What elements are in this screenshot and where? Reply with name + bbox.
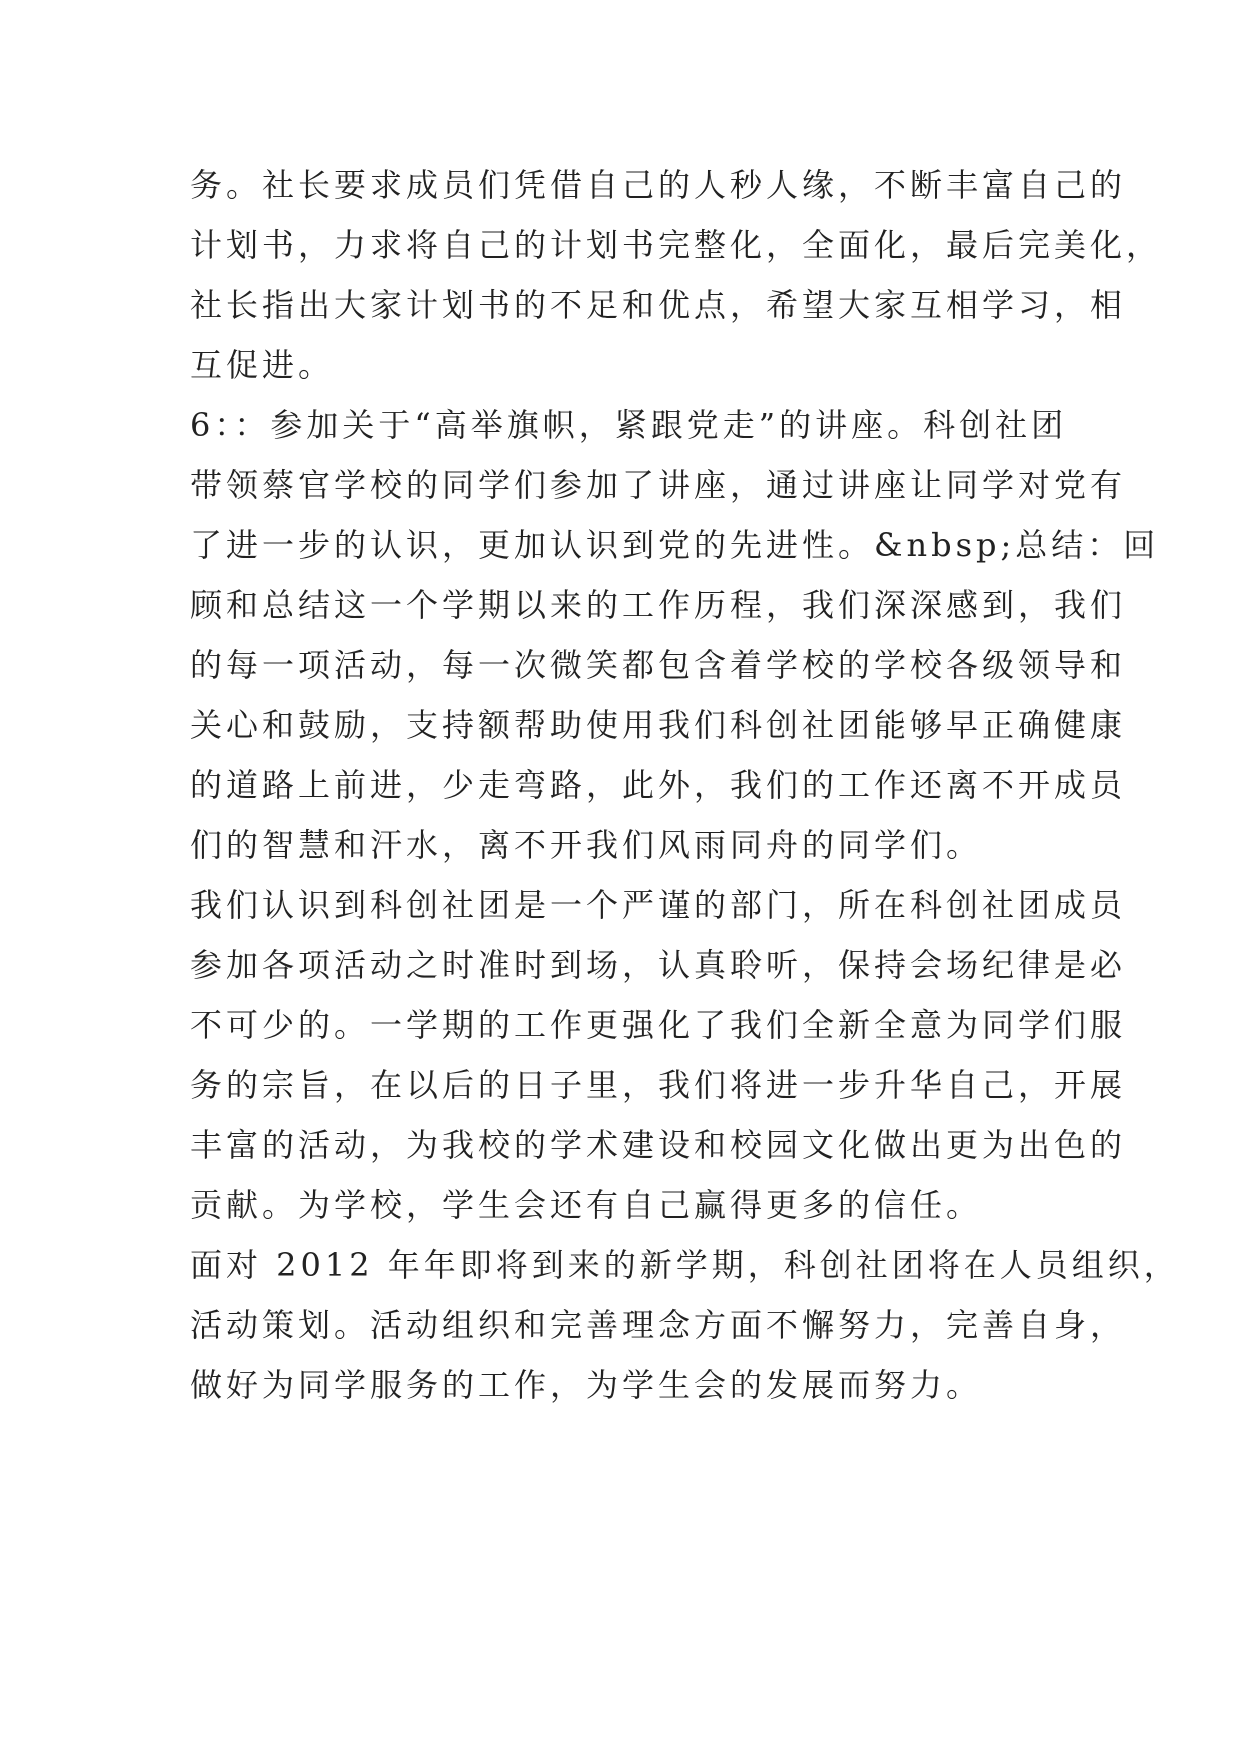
body-text	[190, 155, 1180, 1415]
text-line: 参加各项活动之时准时到场，认真聆听，保持会场纪律是必	[190, 946, 1127, 984]
text-line: 务。社长要求成员们凭借自己的人秒人缘，不断丰富自己的	[190, 166, 1127, 204]
text-line: 不可少的。一学期的工作更强化了我们全新全意为同学们服	[190, 1006, 1127, 1044]
text-line: 6：：参加关于“高举旗帜，紧跟党走”的讲座。科创社团	[190, 406, 1068, 444]
text-line: 社长指出大家计划书的不足和优点，希望大家互相学习，相	[190, 286, 1127, 324]
text-line: 了进一步的认识，更加认识到党的先进性。&nbsp;总结：回	[190, 526, 1160, 564]
text-line: 务的宗旨，在以后的日子里，我们将进一步升华自己，开展	[190, 1066, 1127, 1104]
text-line: 顾和总结这一个学期以来的工作历程，我们深深感到，我们	[190, 586, 1127, 624]
text-line: 的每一项活动，每一次微笑都包含着学校的学校各级领导和	[190, 646, 1127, 684]
text-line: 我们认识到科创社团是一个严谨的部门，所在科创社团成员	[190, 886, 1127, 924]
text-line: 做好为同学服务的工作，为学生会的发展而努力。	[190, 1366, 983, 1404]
text-line: 的道路上前进，少走弯路，此外，我们的工作还离不开成员	[190, 766, 1127, 804]
text-line: 丰富的活动，为我校的学术建设和校园文化做出更为出色的	[190, 1126, 1127, 1164]
text-line: 计划书，力求将自己的计划书完整化，全面化，最后完美化，	[190, 226, 1163, 264]
text-line: 活动策划。活动组织和完善理念方面不懈努力，完善自身，	[190, 1306, 1127, 1344]
text-line: 贡献。为学校，学生会还有自己赢得更多的信任。	[190, 1186, 983, 1224]
text-line: 们的智慧和汗水，离不开我们风雨同舟的同学们。	[190, 826, 983, 864]
text-line: 互促进。	[190, 346, 335, 384]
text-line: 带领蔡官学校的同学们参加了讲座，通过讲座让同学对党有	[190, 466, 1127, 504]
text-line: 关心和鼓励，支持额帮助使用我们科创社团能够早正确健康	[190, 706, 1127, 744]
text-line: 面对 2012 年年即将到来的新学期，科创社团将在人员组织，	[190, 1246, 1180, 1284]
